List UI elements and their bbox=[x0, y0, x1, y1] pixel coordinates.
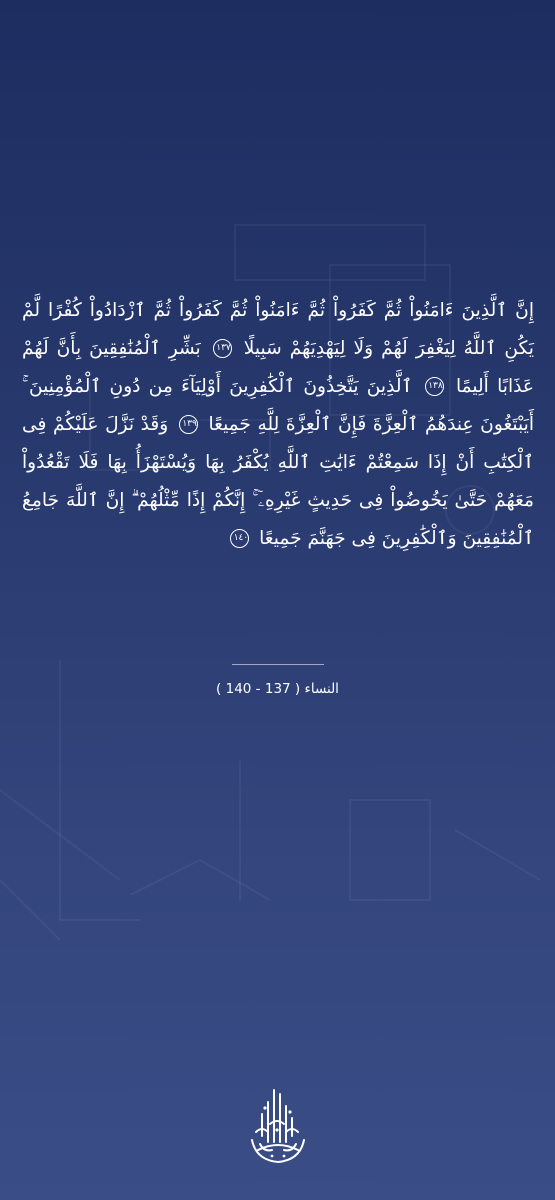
ayah-marker-139: ١٣٩ bbox=[179, 415, 198, 434]
surah-reference: النساء ( 137 - 140 ) bbox=[216, 681, 339, 697]
divider-line bbox=[232, 664, 324, 665]
ayah-marker-138: ١٣٨ bbox=[425, 377, 444, 396]
calligraphy-logo-icon bbox=[232, 1080, 324, 1172]
verse-138: بَشِّرِ ٱلْمُنَٰفِقِينَ بِأَنَّ لَهُمْ عَذَابًا أَلِيمًا bbox=[22, 338, 534, 397]
quran-verses bbox=[22, 292, 534, 558]
verse-137: إِنَّ ٱلَّذِينَ ءَامَنُواْ ثُمَّ كَفَرُواْ ثُمَّ ءَامَنُواْ ثُمَّ كَفَرُواْ ثُمَّ ٱزْدَادُواْ كُفْرًا لَّمْ يَكُنِ ٱللَّهُ لِيَغْفِرَ لَهُمْ وَلَا لِيَهْدِيَهُمْ سَبِيلًا bbox=[22, 300, 534, 359]
ayah-marker-137: ١٣٧ bbox=[213, 339, 232, 358]
verse-139: ٱلَّذِينَ يَتَّخِذُونَ ٱلْكَٰفِرِينَ أَوْلِيَآءَ مِن دُونِ ٱلْمُؤْمِنِينَ ۚ أَيَبْتَغُونَ عِندَهُمُ ٱلْعِزَّةَ فَإِنَّ ٱلْعِزَّةَ لِلَّهِ جَمِيعًا bbox=[22, 376, 534, 435]
ayah-marker-140: ١٤٠ bbox=[230, 529, 249, 548]
verse-140: وَقَدْ نَزَّلَ عَلَيْكُمْ فِى ٱلْكِتَٰبِ أَنْ إِذَا سَمِعْتُمْ ءَايَٰتِ ٱللَّهِ يُكْفَرُ بِهَا وَيُسْتَهْزَأُ بِهَا فَلَا تَقْعُدُواْ مَعَهُمْ حَتَّىٰ يَخُوضُواْ فِى حَدِيثٍ غَيْرِهِۦٓ ۚ إِنَّكُمْ إِذًا مِّثْلُهُمْ ۗ إِنَّ ٱللَّهَ جَامِعُ ٱلْمُنَٰفِقِينَ وَٱلْكَٰفِرِينَ فِى جَهَنَّمَ جَمِيعًا bbox=[22, 414, 534, 549]
